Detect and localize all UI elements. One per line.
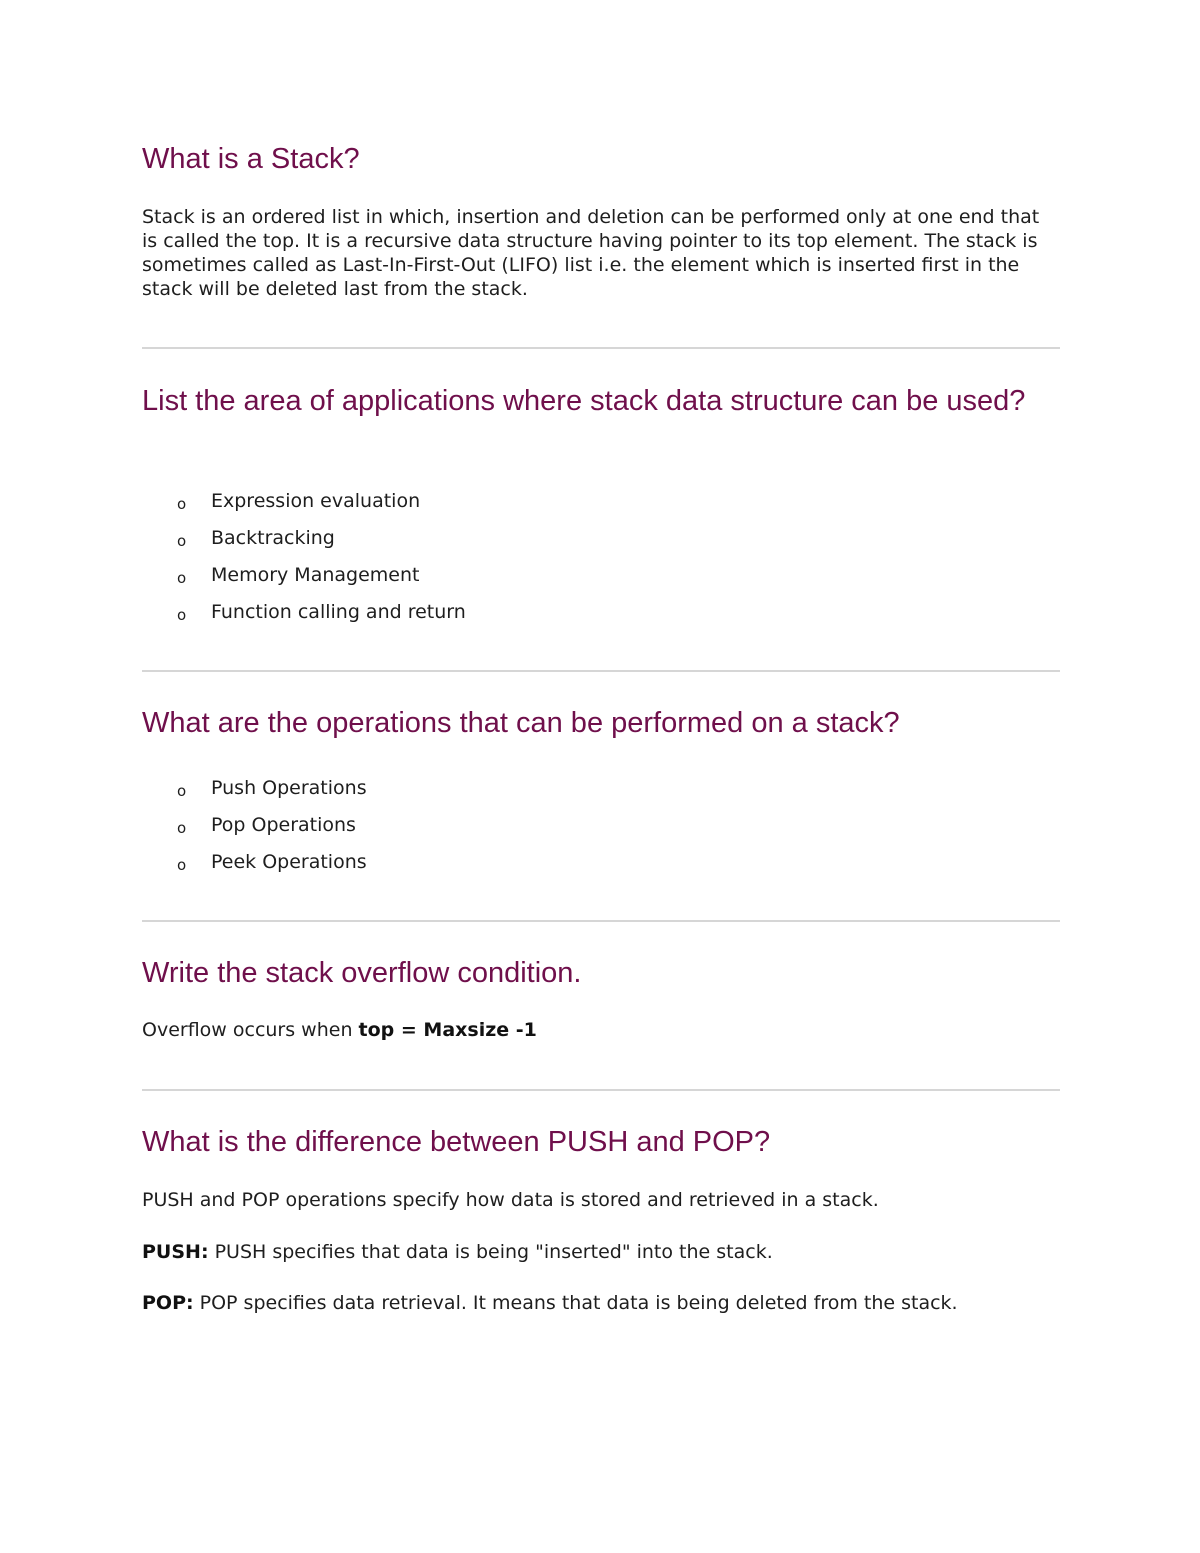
overflow-paragraph	[142, 1018, 1060, 1042]
push-label: PUSH:	[142, 1241, 209, 1263]
heading-push-pop-difference: What is the difference between PUSH and POP?	[142, 1126, 771, 1158]
list-item	[142, 813, 1060, 850]
push-definition	[142, 1240, 1060, 1264]
list-item-text: Backtracking	[211, 527, 335, 549]
list-item	[142, 563, 1060, 600]
pop-definition	[142, 1291, 1060, 1315]
list-item-text: Pop Operations	[211, 814, 356, 836]
overflow-text: Overflow occurs when	[142, 1019, 359, 1041]
bullet-icon: o	[177, 856, 187, 874]
push-text: PUSH specifies that data is being "inserted" into the stack.	[208, 1241, 773, 1263]
stack-definition-paragraph: Stack is an ordered list in which, insertion and deletion can be performed only at one end that is called the top. It is a recursive data structure having pointer to its top element. The stack is sometimes called as Last-In-First-Out (LIFO) list i.e. the element which is inserted first in the stack will be deleted last from the stack.	[142, 206, 1040, 300]
heading-what-is-stack: What is a Stack?	[142, 143, 360, 175]
section-divider	[142, 1089, 1060, 1091]
bullet-icon: o	[177, 569, 187, 587]
section-divider	[142, 670, 1060, 672]
list-item	[142, 600, 1060, 637]
section-divider	[142, 920, 1060, 922]
list-item-text: Peek Operations	[211, 851, 367, 873]
bullet-icon: o	[177, 606, 187, 624]
heading-operations: What are the operations that can be performed on a stack?	[142, 707, 900, 739]
list-item	[142, 850, 1060, 887]
bullet-icon: o	[177, 532, 187, 550]
list-item	[142, 526, 1060, 563]
list-item-text: Memory Management	[211, 564, 420, 586]
list-item-text: Function calling and return	[211, 601, 466, 623]
section-divider	[142, 347, 1060, 349]
pop-text: POP specifies data retrieval. It means that data is being deleted from the stack.	[193, 1292, 958, 1314]
bullet-icon: o	[177, 495, 187, 513]
list-item-text: Push Operations	[211, 777, 367, 799]
applications-list	[142, 489, 1060, 637]
list-item-text: Expression evaluation	[211, 490, 421, 512]
pop-label: POP:	[142, 1292, 194, 1314]
push-pop-intro: PUSH and POP operations specify how data is stored and retrieved in a stack.	[142, 1189, 879, 1211]
overflow-formula: top = Maxsize -1	[358, 1019, 537, 1041]
operations-list	[142, 776, 1060, 887]
bullet-icon: o	[177, 782, 187, 800]
heading-overflow-condition: Write the stack overflow condition.	[142, 957, 582, 989]
heading-applications: List the area of applications where stack data structure can be used?	[142, 385, 1026, 417]
bullet-icon: o	[177, 819, 187, 837]
list-item	[142, 489, 1060, 526]
list-item	[142, 776, 1060, 813]
